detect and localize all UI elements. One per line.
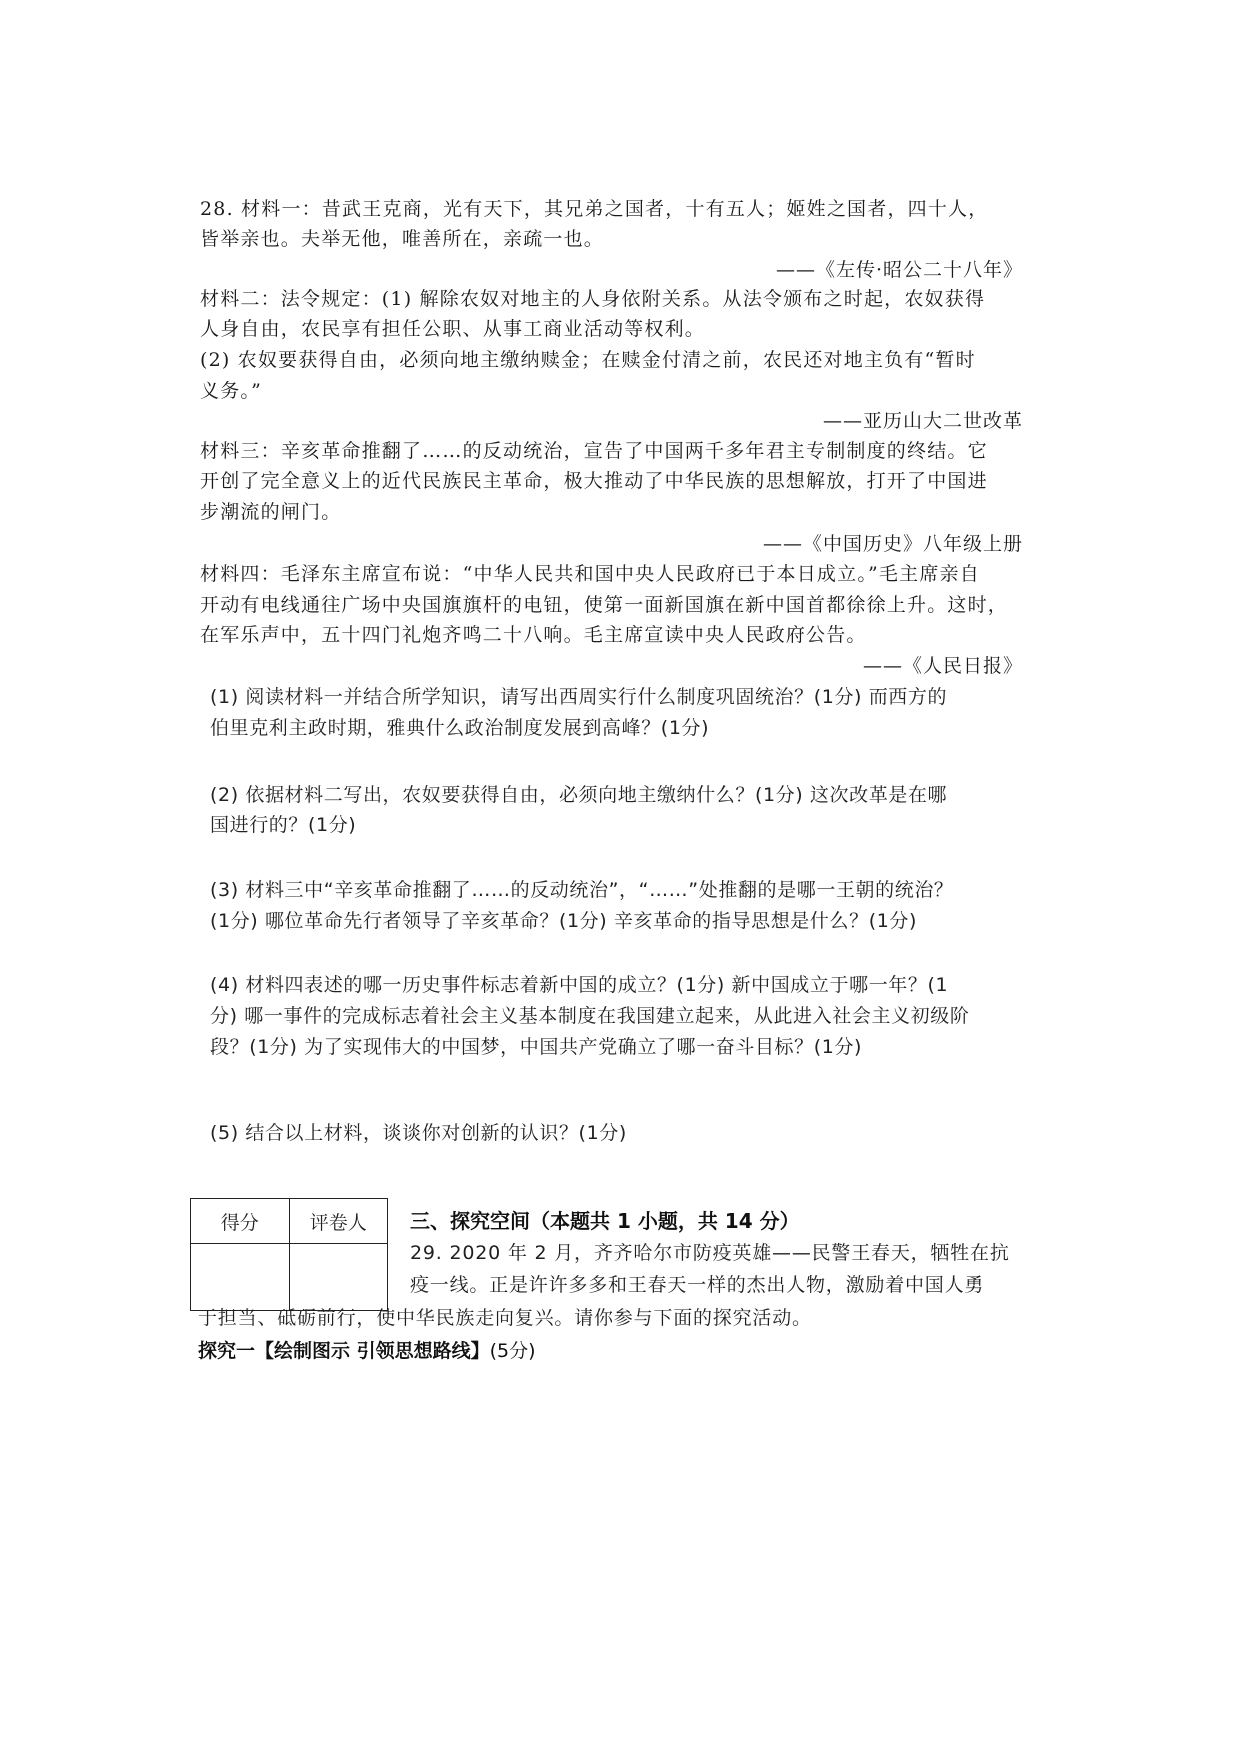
material-4-source: ——《人民日报》 bbox=[862, 655, 1023, 677]
sub-question-5: (5) 结合以上材料，谈谈你对创新的认识？(1分) bbox=[210, 1122, 627, 1144]
material-1-source: ——《左传·昭公二十八年》 bbox=[775, 259, 1023, 281]
score-header: 得分 bbox=[191, 1199, 290, 1244]
material-1-line-2: 皆举亲也。夫举无他，唯善所在，亲疏一也。 bbox=[200, 228, 605, 250]
sub-question-1-line-1: (1) 阅读材料一并结合所学知识，请写出西周实行什么制度巩固统治？(1分) 而西方的 bbox=[210, 686, 948, 708]
grader-header: 评卷人 bbox=[289, 1199, 388, 1244]
material-2-line-1: 材料二：法令规定：(1) 解除农奴对地主的人身依附关系。从法令颁布之时起，农奴获得 bbox=[200, 288, 986, 310]
material-3-line-3: 步潮流的闸门。 bbox=[200, 501, 342, 523]
explore-1-heading bbox=[198, 1338, 536, 1364]
question-29-line-3: 于担当、砥砺前行，使中华民族走向复兴。请你参与下面的探究活动。 bbox=[198, 1307, 812, 1329]
sub-question-2-line-2: 国进行的？(1分) bbox=[210, 814, 357, 836]
sub-question-1-line-2: 伯里克利主政时期，雅典什么政治制度发展到高峰？(1分) bbox=[210, 717, 710, 739]
score-table bbox=[190, 1198, 388, 1311]
sub-question-2-line-1: (2) 依据材料二写出，农奴要获得自由，必须向地主缴纳什么？(1分) 这次改革是在哪 bbox=[210, 784, 948, 806]
material-2-line-3: (2) 农奴要获得自由，必须向地主缴纳赎金；在赎金付清之前，农民还对地主负有“暂时 bbox=[200, 349, 976, 371]
material-3-source: ——《中国历史》八年级上册 bbox=[762, 533, 1023, 555]
score-cell[interactable] bbox=[191, 1244, 290, 1311]
material-3-line-1: 材料三：辛亥革命推翻了……的反动统治，宣告了中国两千多年君主专制制度的终结。它 bbox=[200, 440, 988, 462]
sub-question-4-line-2: 分) 哪一事件的完成标志着社会主义基本制度在我国建立起来，从此进入社会主义初级阶 bbox=[210, 1005, 970, 1027]
grader-cell[interactable] bbox=[289, 1244, 388, 1311]
material-1-line-1: 28. 材料一：昔武王克商，光有天下，其兄弟之国者，十有五人；姬姓之国者，四十人， bbox=[200, 198, 989, 220]
sub-question-3-line-2: (1分) 哪位革命先行者领导了辛亥革命？(1分) 辛亥革命的指导思想是什么？(1分) bbox=[210, 910, 918, 932]
explore-1-prefix: 探究一 bbox=[198, 1340, 256, 1362]
section-3-title: 三、探究空间（本题共 1 小题，共 14 分） bbox=[410, 1209, 800, 1233]
material-4-line-1: 材料四：毛泽东主席宣布说：“中华人民共和国中央人民政府已于本日成立。”毛主席亲自 bbox=[200, 563, 980, 585]
material-3-line-2: 开创了完全意义上的近代民族民主革命，极大推动了中华民族的思想解放，打开了中国进 bbox=[200, 470, 988, 492]
material-2-source: ——亚历山大二世改革 bbox=[822, 410, 1023, 432]
sub-question-3-line-1: (3) 材料三中“辛亥革命推翻了……的反动统治”，“……”处推翻的是哪一王朝的统治？ bbox=[210, 879, 954, 901]
explore-1-score: (5分) bbox=[489, 1340, 536, 1362]
material-4-line-3: 在军乐声中，五十四门礼炮齐鸣二十八响。毛主席宣读中央人民政府公告。 bbox=[200, 624, 867, 646]
sub-question-4-line-1: (4) 材料四表述的哪一历史事件标志着新中国的成立？(1分) 新中国成立于哪一年？(1 bbox=[210, 974, 949, 996]
question-29-line-2: 疫一线。正是许许多多和王春天一样的杰出人物，激励着中国人勇 bbox=[410, 1274, 985, 1296]
question-29-line-1: 29. 2020 年 2 月，齐齐哈尔市防疫英雄——民警王春天，牺牲在抗 bbox=[410, 1242, 1010, 1264]
sub-question-4-line-3: 段？(1分) 为了实现伟大的中国梦，中国共产党确立了哪一奋斗目标？(1分) bbox=[210, 1036, 863, 1058]
material-4-line-2: 开动有电线通往广场中央国旗旗杆的电钮，使第一面新国旗在新中国首都徐徐上升。这时， bbox=[200, 594, 1009, 616]
explore-1-title: 【绘制图示 引领思想路线】 bbox=[255, 1340, 490, 1362]
material-2-line-4: 义务。” bbox=[200, 380, 263, 402]
material-2-line-2: 人身自由，农民享有担任公职、从事工商业活动等权利。 bbox=[200, 318, 706, 340]
